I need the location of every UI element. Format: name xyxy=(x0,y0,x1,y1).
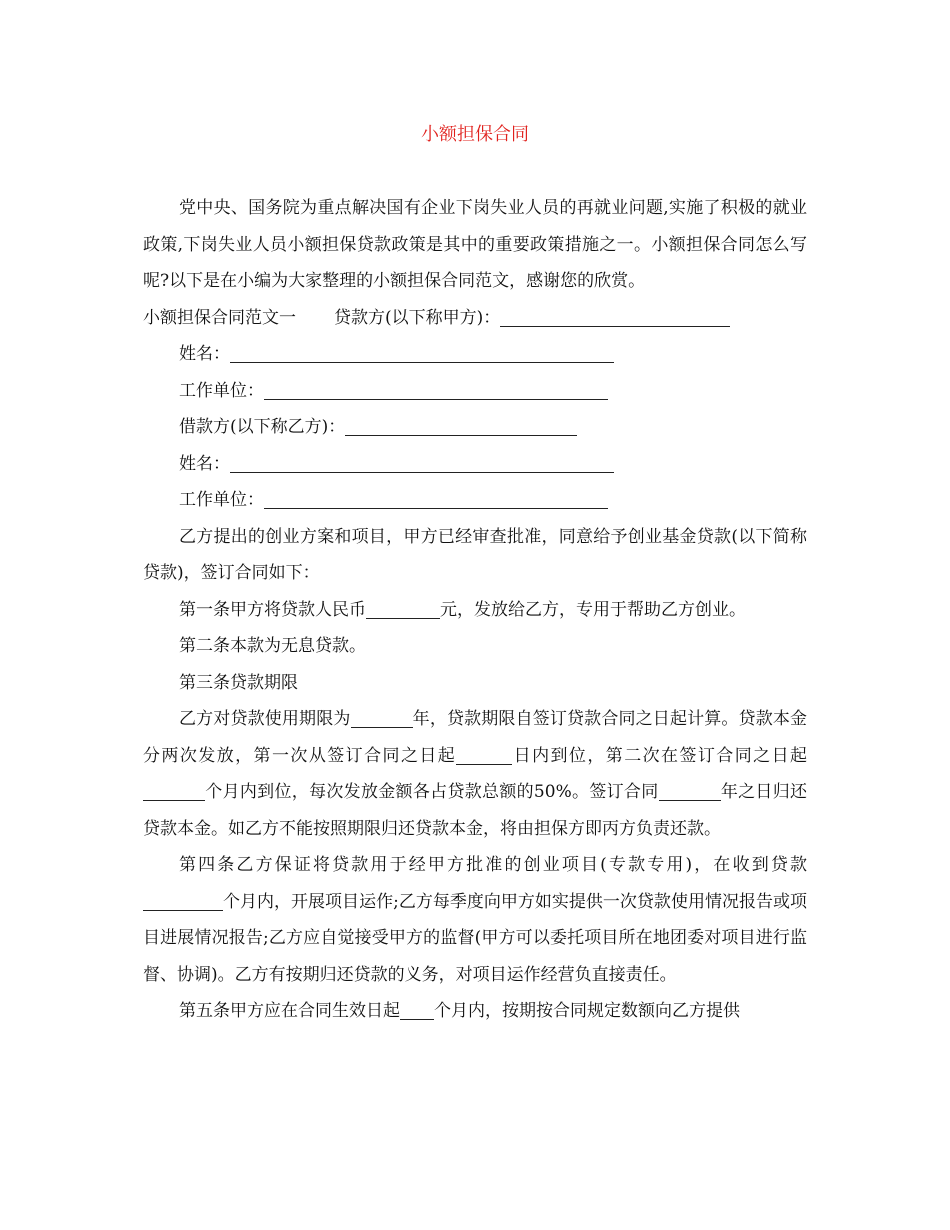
document-title: 小额担保合同 xyxy=(421,124,529,145)
article-1-text-a: 第一条甲方将贷款人民币 xyxy=(179,599,366,620)
repay-years-blank xyxy=(659,783,721,801)
amount-blank xyxy=(366,601,440,619)
term-years-blank xyxy=(351,710,413,728)
lender-line xyxy=(143,300,807,337)
lender-unit-line xyxy=(143,373,807,410)
article-3-title: 第三条贷款期限 xyxy=(179,672,298,693)
article-1-text-b: 元，发放给乙方，专用于帮助乙方创业。 xyxy=(440,599,746,620)
provide-months-blank xyxy=(400,1002,434,1020)
lender-unit-blank xyxy=(264,382,608,400)
lender-label: 贷款方(以下称甲方)： xyxy=(334,307,501,328)
article-4-text-b: 个月内，开展项目运作;乙方每季度向甲方如实提供一次贷款使用情况报告或项目进展情况报告;乙方应自觉接受甲方的监督(甲方可以委托项目所在地团委对项目进行监督、协调)。乙方有按期归还贷款的义务，对项目运作经营负直接责任。 xyxy=(143,891,807,985)
borrower-name-blank xyxy=(230,455,614,473)
lender-blank xyxy=(500,309,730,327)
article-5 xyxy=(143,993,807,1030)
borrower-name-line xyxy=(143,446,807,483)
article-2: 第二条本款为无息贷款。 xyxy=(179,636,366,656)
second-months-blank xyxy=(143,783,205,801)
lender-name-label: 姓名： xyxy=(179,344,230,364)
article-3-text-d: 个月内到位，每次发放金额各占贷款总额的50%。签订合同 xyxy=(205,782,659,802)
lender-unit-label: 工作单位： xyxy=(179,380,264,401)
lender-name-blank xyxy=(230,345,614,363)
article-3-body xyxy=(143,701,807,847)
intro-paragraph: 党中央、国务院为重点解决国有企业下岗失业人员的再就业问题,实施了积极的就业政策,下岗失业人员小额担保贷款政策是其中的重要政策措施之一。小额担保合同怎么写呢?以下是在小编为大家整理的小额担保合同范文，感谢您的欣赏。 xyxy=(143,198,807,291)
borrower-unit-label: 工作单位： xyxy=(179,490,264,510)
borrower-line xyxy=(143,409,807,446)
article-3-text-c: 日内到位，第二次在签订合同之日起 xyxy=(512,745,808,766)
project-months-blank xyxy=(143,893,223,911)
article-3-text-e: 年之日归还贷款本金。如乙方不能按照期限归还贷款本金，将由担保方即丙方负责还款。 xyxy=(143,782,807,839)
borrower-unit-line xyxy=(143,482,807,519)
first-days-blank xyxy=(456,747,512,765)
borrower-unit-blank xyxy=(264,491,608,509)
borrower-name-label: 姓名： xyxy=(179,453,230,474)
sample-heading: 小额担保合同范文一 xyxy=(143,307,296,328)
article-5-text-a: 第五条甲方应在合同生效日起 xyxy=(179,1001,400,1021)
borrower-blank xyxy=(345,418,577,436)
lender-name-line xyxy=(143,336,807,373)
article-4 xyxy=(143,847,807,993)
article-3-text-b: 年，贷款期限自签订贷款合同之日起计算。贷款本金分两次发放，第一次从签订合同之日起 xyxy=(143,709,807,766)
article-1 xyxy=(143,592,807,629)
article-5-text-b: 个月内，按期按合同规定数额向乙方提供 xyxy=(434,1001,740,1021)
approval-paragraph: 乙方提出的创业方案和项目，甲方已经审查批准，同意给予创业基金贷款(以下简称贷款)，签订合同如下： xyxy=(143,526,807,583)
borrower-label: 借款方(以下称乙方)： xyxy=(179,417,346,437)
article-4-text-a: 第四条乙方保证将贷款用于经甲方批准的创业项目(专款专用)，在收到贷款 xyxy=(179,855,807,875)
document-body xyxy=(143,190,807,1030)
article-3-text-a: 乙方对贷款使用期限为 xyxy=(179,709,351,729)
